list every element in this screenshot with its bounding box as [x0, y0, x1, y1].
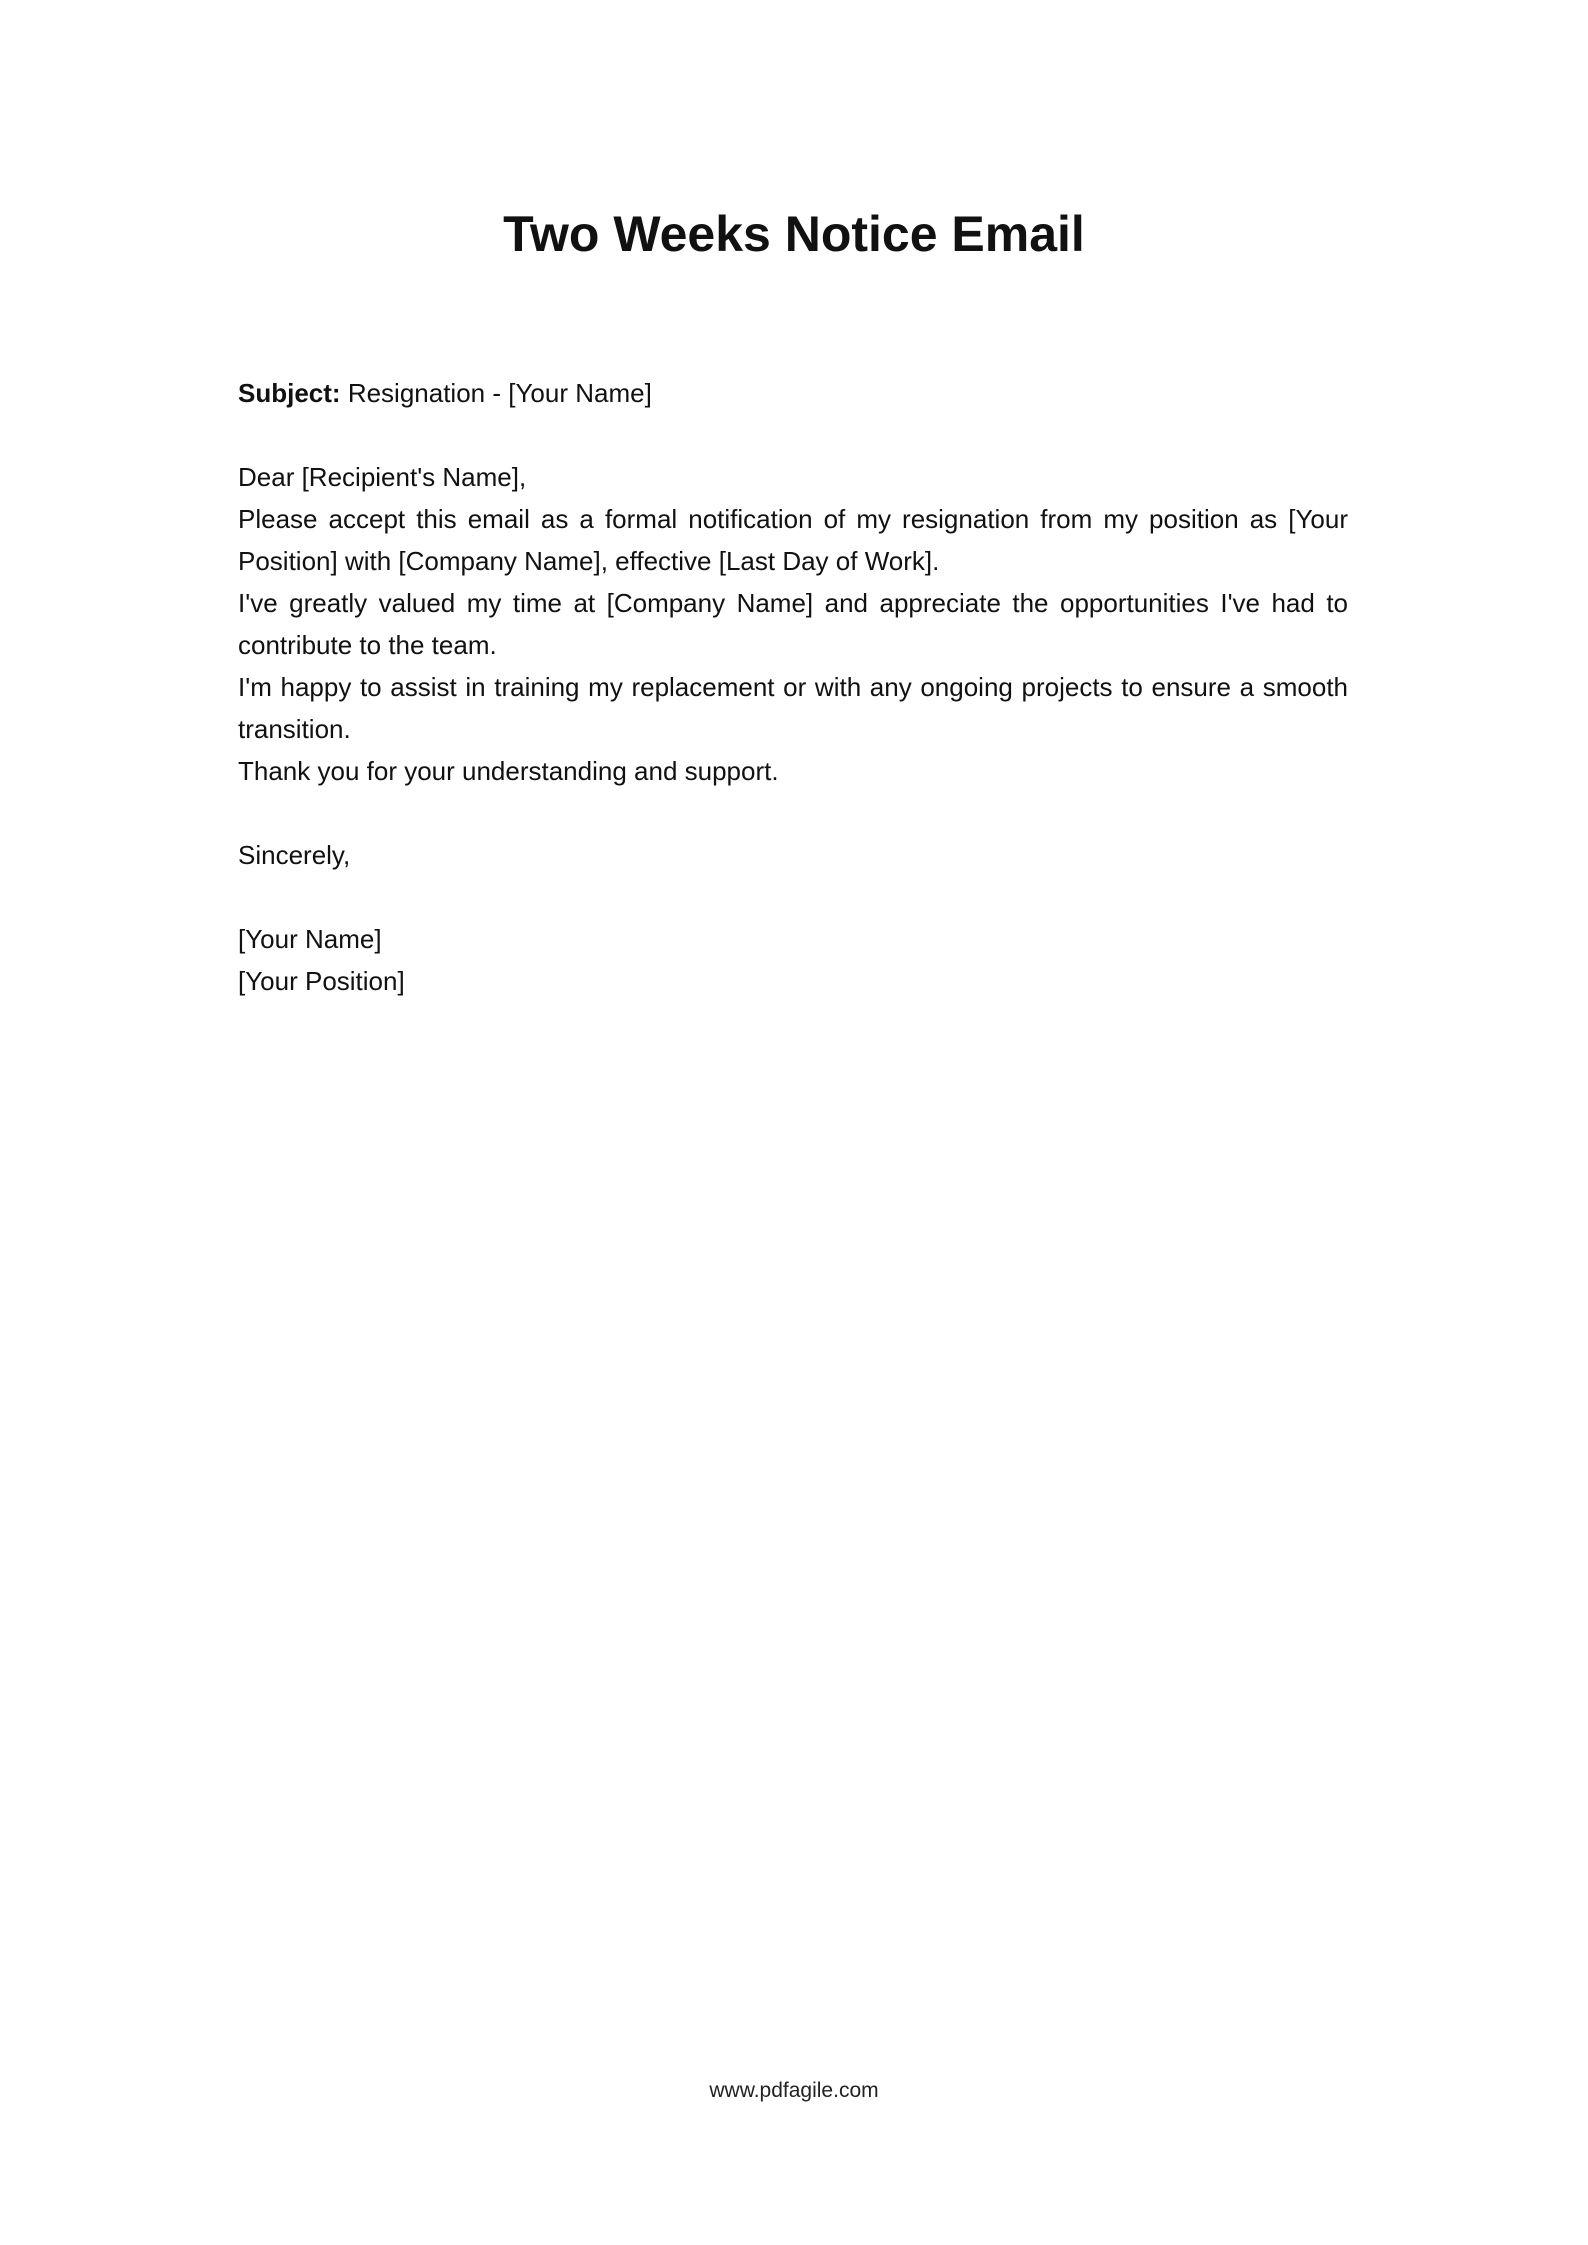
subject-label: Subject: [238, 378, 341, 408]
salutation: Dear [Recipient's Name], [238, 462, 527, 492]
paragraph: I've greatly valued my time at [Company Name] and appreciate the opportunities I've had to contribute to the team. [238, 588, 1348, 660]
letter-body [238, 372, 1348, 1002]
signature-block [238, 918, 1348, 1002]
subject-line [238, 372, 1348, 414]
paragraph: Please accept this email as a formal notification of my resignation from my position as [Your Position] with [Company Name], effective [Last Day of Work]. [238, 504, 1348, 576]
paragraph: I'm happy to assist in training my replacement or with any ongoing projects to ensure a smooth transition. [238, 672, 1348, 744]
subject-value: Resignation - [Your Name] [347, 378, 652, 408]
body-paragraphs [238, 456, 1348, 792]
page-title: Two Weeks Notice Email [503, 206, 1085, 262]
closing: Sincerely, [238, 840, 351, 870]
signature-position: [Your Position] [238, 966, 405, 996]
footer-url: www.pdfagile.com [709, 2079, 879, 2102]
signature-name: [Your Name] [238, 924, 382, 954]
paragraph: Thank you for your understanding and support. [238, 756, 779, 786]
